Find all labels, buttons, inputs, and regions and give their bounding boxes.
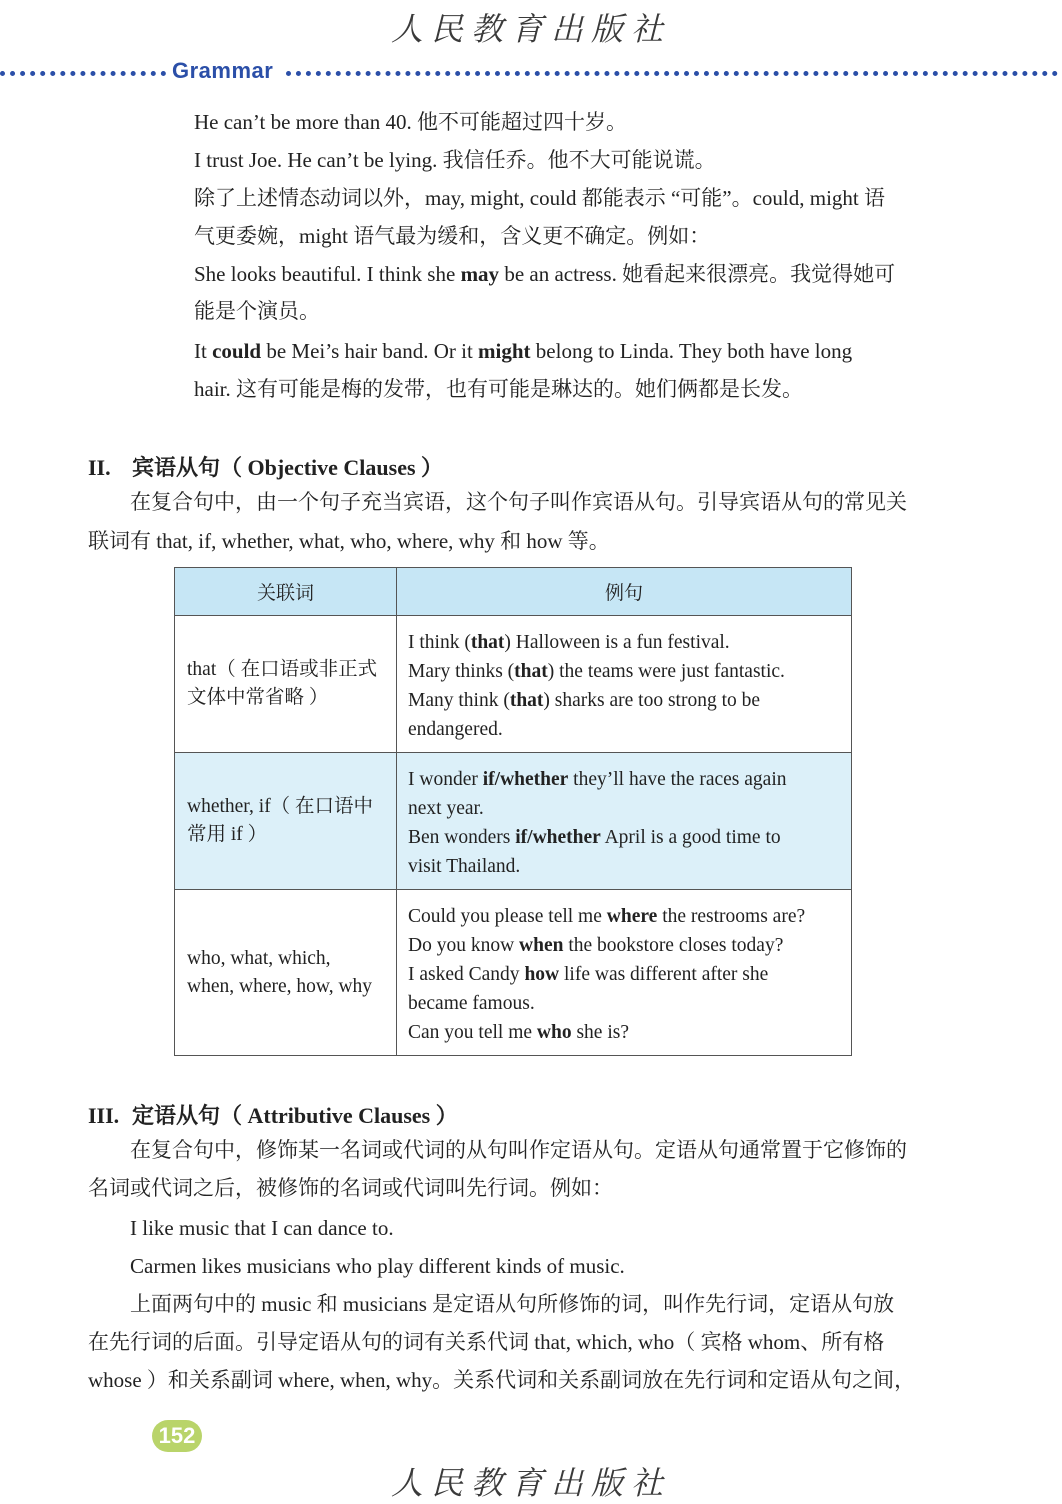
connective-cell (175, 616, 397, 753)
text-run: April is a good time to (600, 827, 781, 848)
section-3-intro-line-2: 名词或代词之后，被修饰的名词或代词叫先行词。例如： (88, 1176, 613, 1200)
keyword-could: could (212, 339, 262, 363)
connective-cell (175, 753, 397, 890)
section-2-heading (88, 451, 443, 482)
modal-note-line-2: 气更委婉，might 语气最为缓和，含义更不确定。例如： (194, 224, 711, 248)
example-sentence-line (408, 931, 841, 960)
example-cell (397, 753, 852, 890)
keyword-may: may (460, 262, 500, 286)
table-row (175, 753, 852, 890)
text-run: I asked Candy (408, 964, 525, 985)
modal-example-1: He can’t be more than 40. 他不可能超过四十岁。 (194, 110, 627, 134)
could-example-line-2: hair. 这有可能是梅的发带，也有可能是琳达的。她们俩都是长发。 (194, 377, 803, 401)
section-3-number: III. (88, 1103, 120, 1128)
text-run: ) sharks are too strong to be (543, 690, 761, 711)
example-sentence-line (408, 628, 841, 657)
text-run: the bookstore closes today? (563, 935, 784, 956)
text-run: they’ll have the races again (568, 769, 787, 790)
table-header-example: 例句 (397, 568, 852, 616)
connective-keyword: if/whether (482, 769, 569, 790)
text-run: endangered. (408, 719, 503, 740)
text-run: be an actress. 她看起来很漂亮。我觉得她可 (499, 262, 896, 286)
example-sentence-line (408, 794, 841, 823)
connective-keyword: how (524, 964, 560, 985)
connective-line: that（ 在口语或非正式 (187, 659, 378, 680)
text-run: ) Halloween is a fun festival. (504, 632, 730, 653)
text-run: visit Thailand. (408, 856, 521, 877)
connective-keyword: who (536, 1022, 572, 1043)
table-row (175, 616, 852, 753)
text-run: next year. (408, 798, 484, 819)
keyword-might: might (478, 339, 531, 363)
text-run: I think ( (408, 632, 471, 653)
connective-keyword: that (470, 632, 505, 653)
objective-clause-table (174, 567, 852, 1056)
may-example-line-1 (194, 259, 895, 289)
section-2-title: 宾语从句（ Objective Clauses ） (132, 455, 444, 480)
section-bar (0, 58, 1062, 88)
text-run: Mary thinks ( (408, 661, 515, 682)
example-sentence-line (408, 960, 841, 989)
section-3-explain-line-1: 上面两句中的 music 和 musicians 是定语从句所修饰的词，叫作先行词，定语从句放 (130, 1292, 895, 1316)
connective-line: 文体中常省略 ） (187, 687, 329, 708)
dotted-rule-left (0, 71, 166, 76)
text-run: Do you know (408, 935, 520, 956)
connective-line: whether, if（ 在口语中 (187, 796, 374, 817)
may-example-line-2: 能是个演员。 (194, 299, 320, 323)
section-2-intro-line-1: 在复合句中，由一个句子充当宾语，这个句子叫作宾语从句。引导宾语从句的常见关 (130, 490, 907, 514)
text-run: Can you tell me (408, 1022, 537, 1043)
example-sentence-line (408, 902, 841, 931)
section-3-explain-line-2: 在先行词的后面。引导定语从句的词有关系代词 that, which, who（ 宾格 whom、所有格 (88, 1330, 885, 1354)
connective-keyword: when (519, 935, 564, 956)
connective-keyword: where (606, 906, 658, 927)
section-3-intro-line-1: 在复合句中，修饰某一名词或代词的从句叫作定语从句。定语从句通常置于它修饰的 (130, 1138, 907, 1162)
example-sentence-line (408, 765, 841, 794)
connective-line: when, where, how, why (187, 975, 373, 997)
example-sentence-line (408, 657, 841, 686)
text-run: became famous. (408, 993, 535, 1014)
text-run: life was different after she (559, 964, 769, 985)
text-run: be Mei’s hair band. Or it (261, 339, 479, 363)
connective-line: who, what, which, (187, 947, 331, 969)
section-label: Grammar (172, 58, 274, 83)
text-run: She looks beautiful. I think she (194, 262, 461, 286)
could-example-line-1 (194, 336, 852, 366)
section-3-title: 定语从句（ Attributive Clauses ） (132, 1103, 458, 1128)
text-run: I wonder (408, 769, 483, 790)
table-header-connective: 关联词 (175, 568, 397, 616)
connective-keyword: that (509, 690, 544, 711)
section-3-heading (88, 1099, 458, 1130)
example-cell (397, 890, 852, 1056)
publisher-logo-bottom: 人民教育出版社 (390, 1464, 671, 1502)
connective-keyword: that (514, 661, 548, 682)
modal-example-2: I trust Joe. He can’t be lying. 我信任乔。他不大可能说谎。 (194, 148, 716, 172)
publisher-logo-top: 人民教育出版社 (390, 10, 671, 48)
example-sentence-line (408, 823, 841, 852)
text-run: Many think ( (408, 690, 510, 711)
connective-keyword: if/whether (515, 827, 601, 848)
text-run: Ben wonders (408, 827, 516, 848)
modal-note-line-1: 除了上述情态动词以外，may, might, could 都能表示 “可能”。could, might 语 (194, 186, 885, 210)
example-sentence-line (408, 715, 841, 744)
attributive-example-1: I like music that I can dance to. (130, 1216, 394, 1240)
text-run: It (194, 339, 213, 363)
attributive-example-2: Carmen likes musicians who play different kinds of music. (130, 1254, 625, 1278)
page-number-badge: 152 (152, 1420, 202, 1452)
example-sentence-line (408, 686, 841, 715)
example-sentence-line (408, 852, 841, 881)
text-run: belong to Linda. They both have long (530, 339, 853, 363)
example-sentence-line (408, 1018, 841, 1047)
table-row (175, 890, 852, 1056)
table-header-row (175, 568, 852, 616)
connective-line: 常用 if ） (187, 824, 268, 845)
text-run: she is? (571, 1022, 629, 1043)
section-2-intro-line-2: 联词有 that, if, whether, what, who, where, why 和 how 等。 (88, 529, 610, 553)
text-run: Could you please tell me (408, 906, 607, 927)
example-cell (397, 616, 852, 753)
section-2-number: II. (88, 455, 111, 480)
connective-cell (175, 890, 397, 1056)
dotted-rule-right (286, 71, 1058, 76)
text-run: ) the teams were just fantastic. (547, 661, 785, 682)
section-3-explain-line-3: whose ）和关系副词 where, when, why。关系代词和关系副词放在先行词和定语从句之间， (88, 1368, 916, 1392)
text-run: the restrooms are? (657, 906, 806, 927)
example-sentence-line (408, 989, 841, 1018)
